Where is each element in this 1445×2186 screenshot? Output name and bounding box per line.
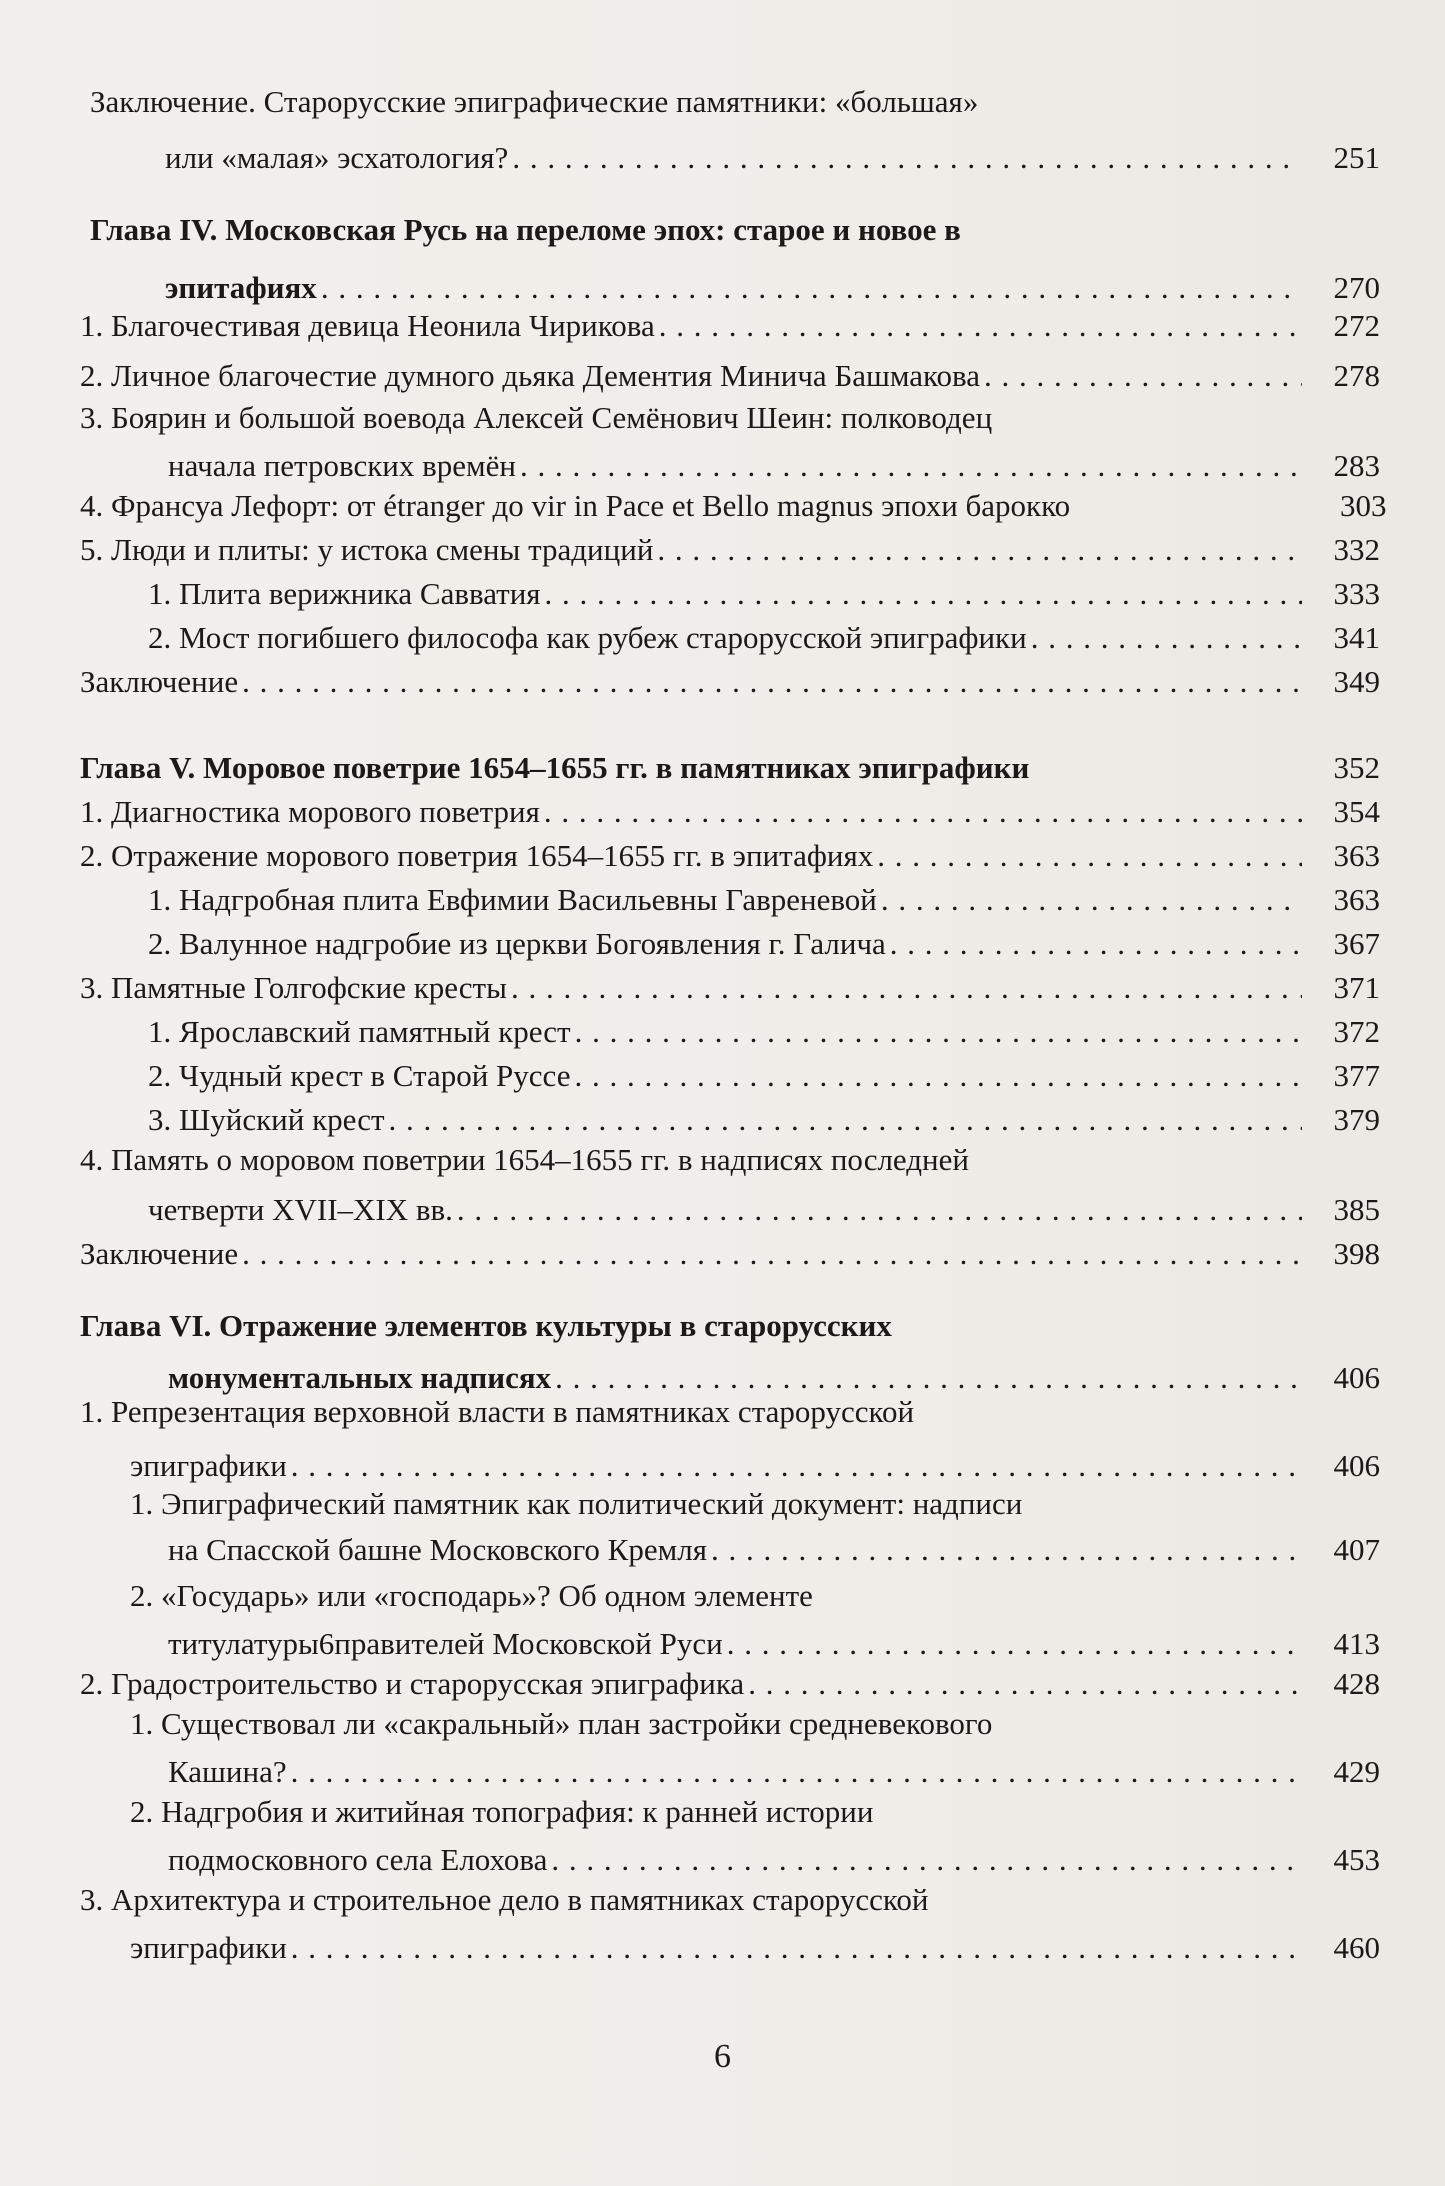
- toc-entry-line: 2. «Государь» или «господарь»? Об одном элементе: [130, 1578, 813, 1613]
- toc-entry: подмосковного села Елохова . . . 453: [168, 1840, 1380, 1880]
- page-ref: 367: [1333, 926, 1380, 961]
- page-ref: 429: [1333, 1754, 1380, 1789]
- leader-dots: [291, 1928, 1302, 1968]
- toc-entry: четверти XVII–XIX вв. . . . 385: [148, 1190, 1380, 1230]
- toc-entry: монументальных надписях . . . 406: [168, 1358, 1380, 1398]
- toc-entry-line: 3. Архитектура и строительное дело в памятниках старорусской: [80, 1882, 929, 1917]
- leader-dots: [1031, 618, 1302, 658]
- toc-entry: 1. Плита верижника Савватия . . . 333: [148, 574, 1380, 614]
- leader-dots: [657, 530, 1302, 570]
- page-ref: 333: [1333, 576, 1380, 611]
- toc-entry-line: Заключение. Старорусские эпиграфические памятники: «большая»: [90, 84, 979, 119]
- toc-entry: 1. Благочестивая девица Неонила Чирикова . . . 272: [80, 306, 1380, 346]
- page-ref: 354: [1333, 794, 1380, 829]
- toc-entry: 3. Шуйский крест . . . 379: [148, 1100, 1380, 1140]
- page-ref: 283: [1333, 448, 1380, 483]
- toc-entry-line: 4. Франсуа Лефорт: от étranger до vir in Pace et Bello magnus эпохи барокко: [80, 488, 1071, 523]
- leader-dots: [575, 1012, 1302, 1052]
- leader-dots: [242, 662, 1302, 702]
- toc-entry: 5. Люди и плиты: у истока смены традиций . . . 332: [80, 530, 1380, 570]
- leader-dots: [727, 1624, 1302, 1664]
- toc-entry: 2. Градостроительство и старорусская эпиграфика . . . 428: [80, 1664, 1380, 1704]
- page-ref: 363: [1333, 838, 1380, 873]
- leader-dots: [321, 268, 1302, 308]
- page-ref: 453: [1333, 1842, 1380, 1877]
- page-ref: 349: [1333, 664, 1380, 699]
- page-ref: 407: [1333, 1532, 1380, 1567]
- leader-dots: [881, 880, 1302, 920]
- leader-dots: [457, 1190, 1302, 1230]
- page-ref: 352: [1333, 750, 1380, 785]
- chapter-heading: Глава VI. Отражение элементов культуры в старорусских: [80, 1308, 892, 1343]
- toc-entry: на Спасской башне Московского Кремля . . . 407: [168, 1530, 1380, 1570]
- toc-entry: 1. Диагностика морового поветрия . . . 354: [80, 792, 1380, 832]
- toc-entry: эпиграфики . . . 460: [130, 1928, 1380, 1968]
- page-ref: 371: [1333, 970, 1380, 1005]
- toc-entry: 2. Мост погибшего философа как рубеж старорусской эпиграфики . . . 341: [148, 618, 1380, 658]
- toc-entry: 1. Надгробная плита Евфимии Васильевны Гавреневой . . . 363: [148, 880, 1380, 920]
- chapter-heading: Глава V. Моровое поветрие 1654–1655 гг. в памятниках эпиграфики 352: [80, 748, 1380, 788]
- toc-entry-line: 3. Боярин и большой воевода Алексей Семёнович Шеин: полководец: [80, 400, 993, 435]
- toc-entry-line: 1. Существовал ли «сакральный» план застройки средневекового: [130, 1706, 993, 1741]
- toc-entry: 2. Чудный крест в Старой Руссе . . . 377: [148, 1056, 1380, 1096]
- toc-entry-line: 2. Надгробия и житийная топография: к ранней истории: [130, 1794, 874, 1829]
- page-ref: 406: [1333, 1448, 1380, 1483]
- page-ref: 251: [1333, 140, 1380, 175]
- page-ref: 363: [1333, 882, 1380, 917]
- page-ref: 385: [1333, 1192, 1380, 1227]
- toc-entry: титулатуры6правителей Московской Руси . . . 413: [168, 1624, 1380, 1664]
- page-ref: 460: [1333, 1930, 1380, 1965]
- chapter-heading: Глава IV. Московская Русь на переломе эпох: старое и новое в: [90, 212, 961, 247]
- page-ref: 428: [1333, 1666, 1380, 1701]
- leader-dots: [659, 306, 1302, 346]
- toc-entry-line: 4. Память о моровом поветрии 1654–1655 гг. в надписях последней: [80, 1142, 969, 1177]
- toc-entry: или «малая» эсхатология? . . . 251: [165, 138, 1380, 178]
- leader-dots: [512, 138, 1302, 178]
- page-number: 6: [714, 2038, 731, 2075]
- toc-entry: эпитафиях . . . 270: [165, 268, 1380, 308]
- toc-entry: 1. Ярославский памятный крест . . . 372: [148, 1012, 1380, 1052]
- leader-dots: [545, 574, 1302, 614]
- page-ref: 379: [1333, 1102, 1380, 1137]
- toc-entry-line: 1. Репрезентация верховной власти в памятниках старорусской: [80, 1394, 915, 1429]
- page-ref: 341: [1333, 620, 1380, 655]
- leader-dots: [520, 446, 1302, 486]
- page-ref: 303: [1340, 488, 1387, 523]
- leader-dots: [711, 1530, 1302, 1570]
- leader-dots: [551, 1840, 1302, 1880]
- leader-dots: [291, 1446, 1302, 1486]
- leader-dots: [748, 1664, 1302, 1704]
- leader-dots: [877, 836, 1302, 876]
- leader-dots: [291, 1752, 1302, 1792]
- page-ref: 332: [1333, 532, 1380, 567]
- leader-dots: [544, 792, 1302, 832]
- page-ref: 413: [1333, 1626, 1380, 1661]
- page-ref: 398: [1333, 1236, 1380, 1271]
- toc-entry: 2. Личное благочестие думного дьяка Дементия Минича Башмакова . . . 278: [80, 356, 1380, 396]
- toc-entry: 2. Валунное надгробие из церкви Богоявления г. Галича . . . 367: [148, 924, 1380, 964]
- leader-dots: [389, 1100, 1302, 1140]
- toc-entry: 3. Памятные Голгофские кресты . . . 371: [80, 968, 1380, 1008]
- leader-dots: [890, 924, 1302, 964]
- leader-dots: [574, 1056, 1302, 1096]
- toc-entry: начала петровских времён . . . 283: [168, 446, 1380, 486]
- page-ref: 377: [1333, 1058, 1380, 1093]
- toc-entry-line: 1. Эпиграфический памятник как политический документ: надписи: [130, 1486, 1023, 1521]
- page-ref: 272: [1333, 308, 1380, 343]
- page-ref: 278: [1333, 358, 1380, 393]
- page-ref: 406: [1333, 1360, 1380, 1395]
- page-ref: 270: [1333, 270, 1380, 305]
- toc-entry: эпиграфики . . . 406: [130, 1446, 1380, 1486]
- page-ref: 372: [1333, 1014, 1380, 1049]
- leader-dots: [984, 356, 1302, 396]
- toc-entry: Заключение . . . 398: [80, 1234, 1380, 1274]
- toc-entry: Заключение . . . 349: [80, 662, 1380, 702]
- leader-dots: [511, 968, 1302, 1008]
- toc-entry: 2. Отражение морового поветрия 1654–1655 гг. в эпитафиях . . . 363: [80, 836, 1380, 876]
- leader-dots: [242, 1234, 1302, 1274]
- toc-entry: Кашина? . . . 429: [168, 1752, 1380, 1792]
